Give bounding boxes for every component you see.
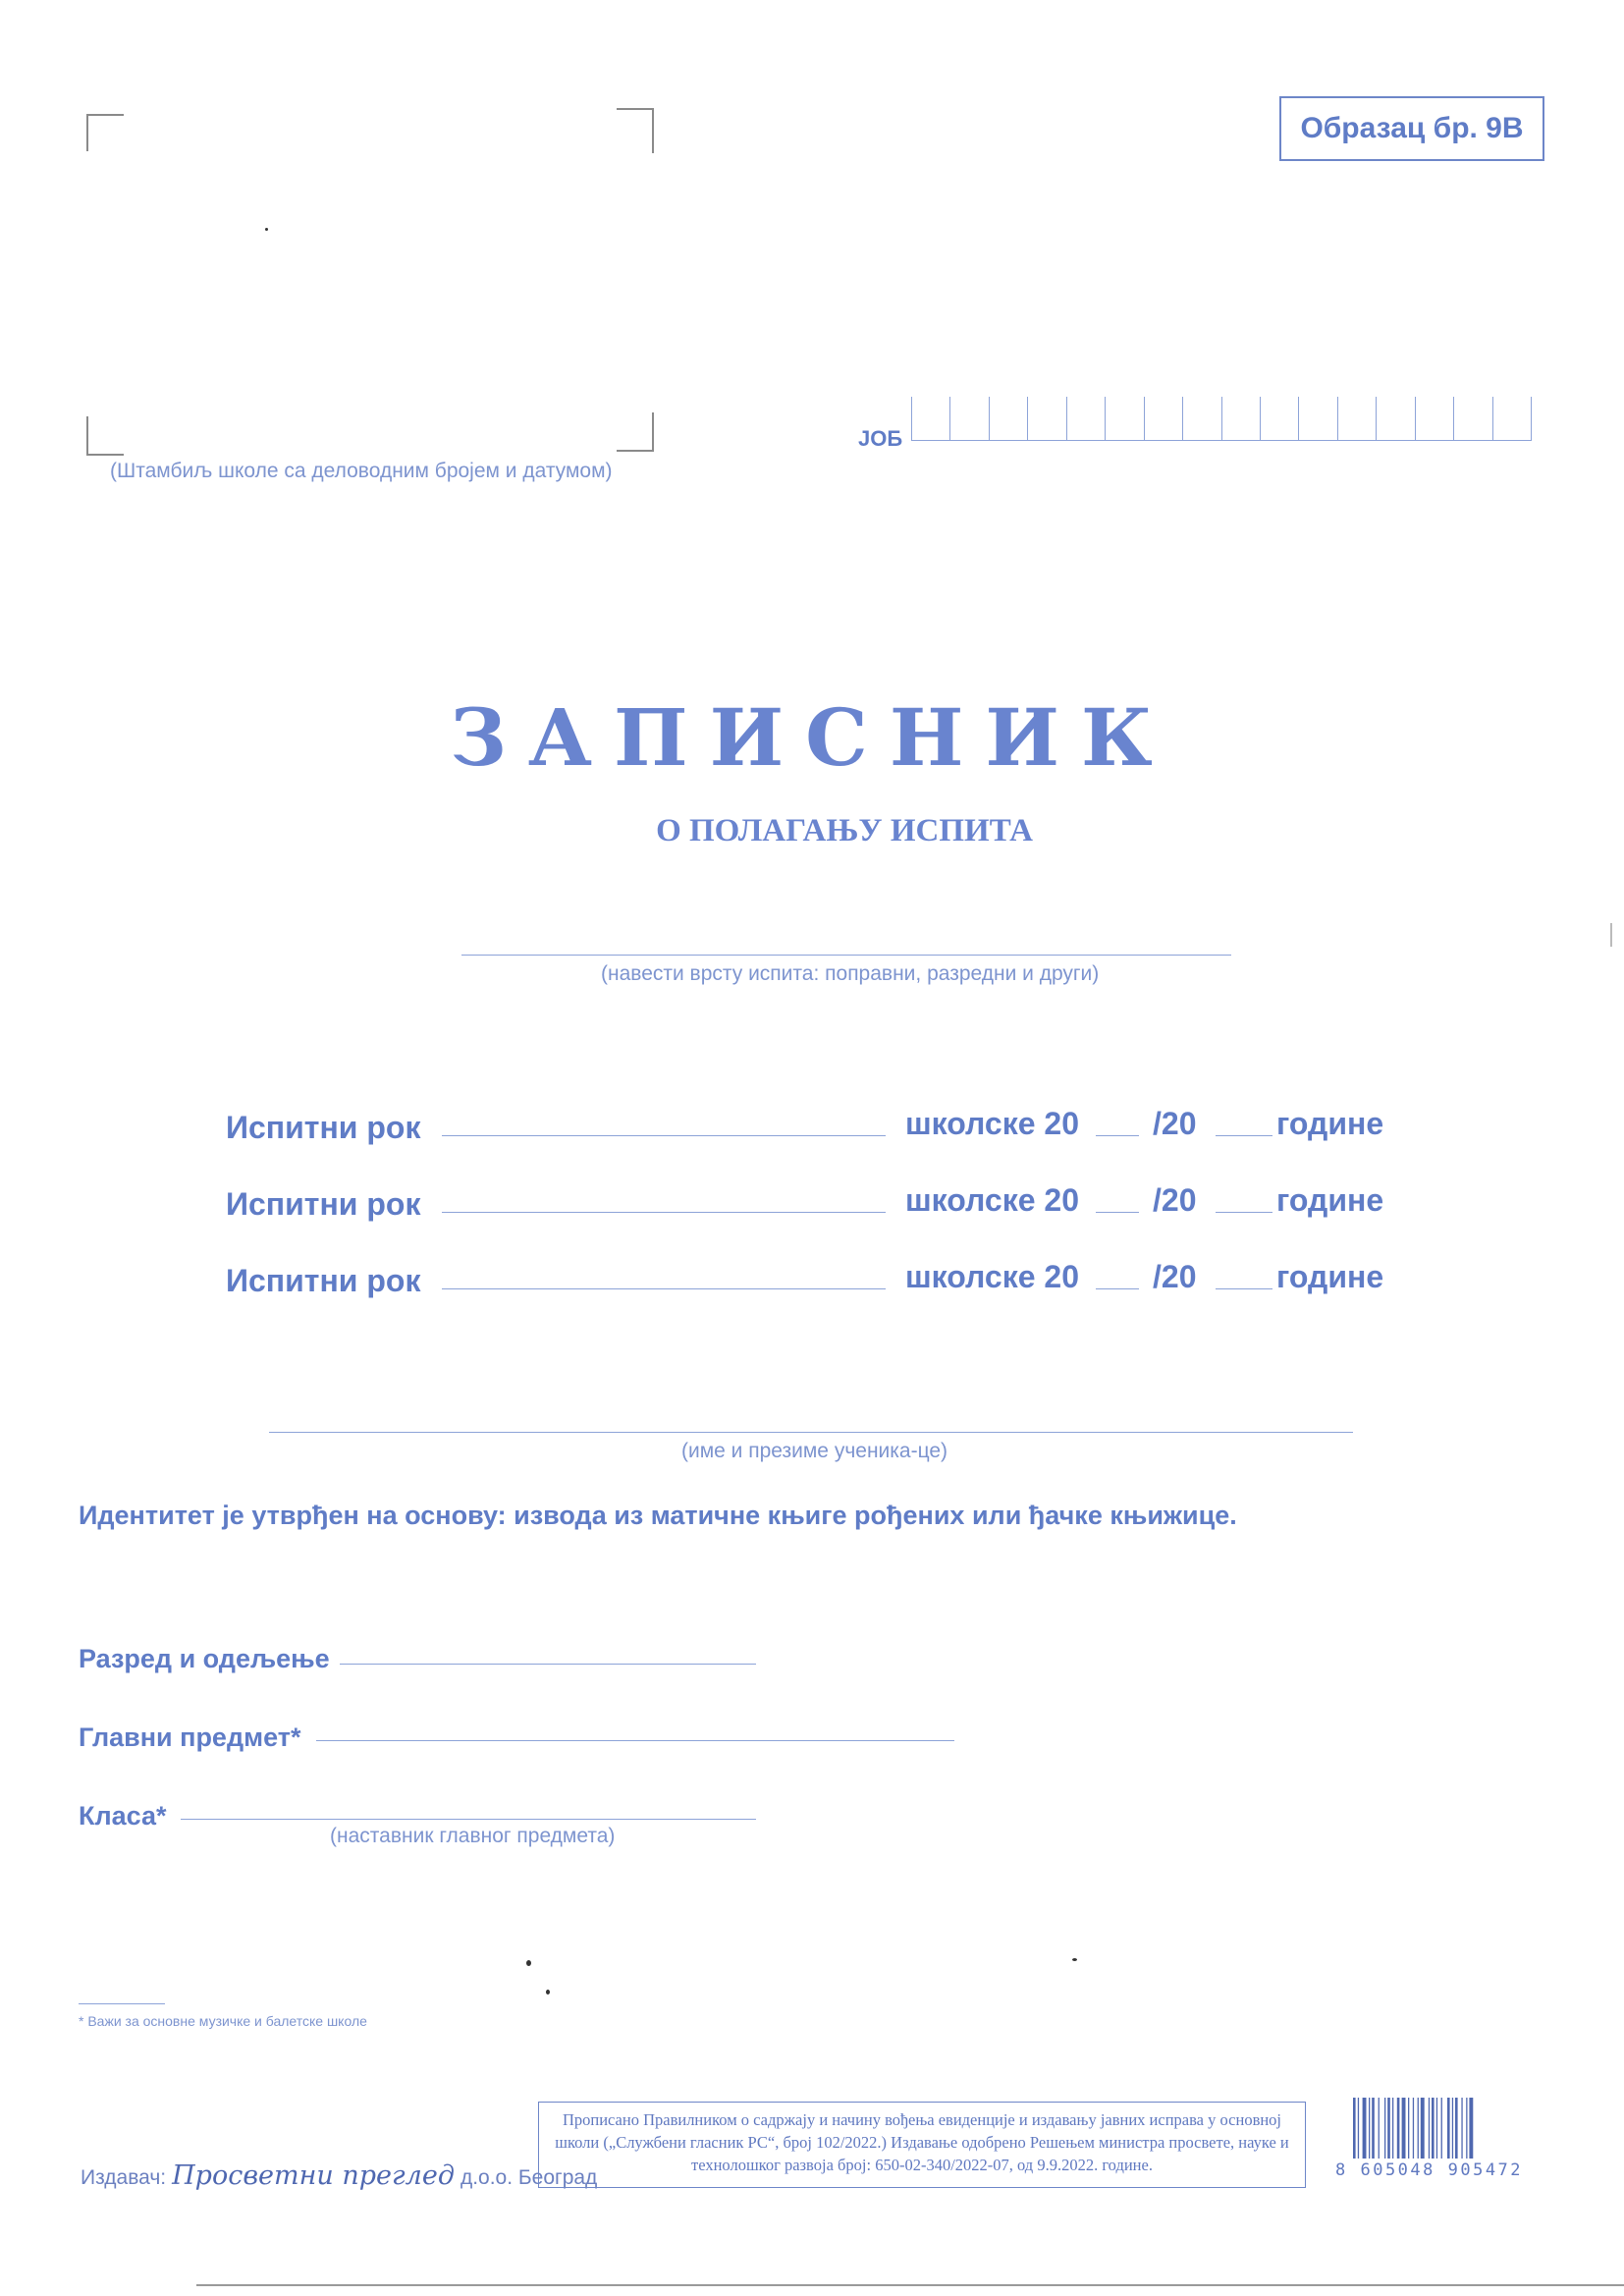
barcode-icon: [1351, 2098, 1534, 2159]
year-start-line[interactable]: [1096, 1212, 1139, 1213]
main-subject-line[interactable]: [316, 1740, 954, 1741]
year-slash-label: /20: [1153, 1182, 1197, 1218]
year-end-line[interactable]: [1216, 1288, 1272, 1289]
footnote: * Важи за основне музичке и балетске школе: [79, 2013, 367, 2029]
job-digit-cell[interactable]: [911, 397, 949, 440]
job-digit-cell[interactable]: [1415, 397, 1453, 440]
publisher-prefix: Издавач:: [81, 2166, 167, 2189]
exam-period-line[interactable]: [442, 1212, 886, 1213]
legal-line: технолошког развоја број: 650-02-340/2022-07, од 9.9.2022. године.: [691, 2156, 1153, 2174]
grade-line[interactable]: [340, 1664, 756, 1665]
legal-line: школи („Службени гласник РС“, број 102/2022.) Издавање одобрено Решењем министра просвете, науке и: [555, 2133, 1289, 2152]
year-slash-label: /20: [1153, 1106, 1197, 1141]
job-digit-cell[interactable]: [1182, 397, 1220, 440]
barcode-number: 8 605048 905472: [1335, 2160, 1524, 2180]
class-hint: (наставник главног предмета): [330, 1825, 616, 1847]
job-digit-cell[interactable]: [949, 397, 988, 440]
exam-period-line[interactable]: [442, 1288, 886, 1289]
year-start-line[interactable]: [1096, 1288, 1139, 1289]
scan-speck: [546, 1990, 550, 1995]
year-start-line[interactable]: [1096, 1135, 1139, 1136]
school-year-label: школске 20: [905, 1182, 1080, 1218]
scan-edge-mark: [1610, 923, 1612, 947]
publisher-logo: Просветни преглед: [172, 2160, 455, 2191]
job-digit-cell[interactable]: [1260, 397, 1298, 440]
year-suffix-label: године: [1276, 1182, 1384, 1218]
document-subtitle: О ПОЛАГАЊУ ИСПИТА: [656, 813, 1033, 848]
footnote-rule: [79, 2003, 165, 2004]
stamp-note: (Штамбиљ школе са деловодним бројем и датумом): [110, 460, 613, 482]
school-year-label: школске 20: [905, 1106, 1080, 1141]
year-slash-label: /20: [1153, 1259, 1197, 1294]
scan-speck: [526, 1960, 531, 1966]
form-number-box: Образац бр. 9В: [1279, 96, 1544, 161]
scan-speck: [1072, 1958, 1077, 1961]
year-suffix-label: године: [1276, 1106, 1384, 1141]
student-name-line[interactable]: [269, 1432, 1353, 1433]
job-digit-cell[interactable]: [1221, 397, 1260, 440]
job-label: ЈОБ: [858, 426, 903, 451]
scan-speck: [265, 228, 268, 231]
exam-type-line[interactable]: [461, 955, 1231, 956]
stamp-corner-top-right: [617, 108, 654, 153]
job-digit-cell[interactable]: [1298, 397, 1336, 440]
main-subject-label: Главни предмет*: [79, 1722, 301, 1752]
class-line[interactable]: [181, 1819, 756, 1820]
identity-statement: Идентитет је утврђен на основу: извода из матичне књиге рођених или ђачке књижице.: [79, 1501, 1237, 1530]
exam-period-label: Испитни рок: [226, 1263, 421, 1298]
grade-label: Разред и одељење: [79, 1644, 330, 1673]
stamp-corner-top-left: [86, 114, 124, 151]
job-digit-cell[interactable]: [1105, 397, 1143, 440]
year-suffix-label: године: [1276, 1259, 1384, 1294]
publisher: [81, 2160, 597, 2191]
job-digit-cell[interactable]: [989, 397, 1027, 440]
job-digit-cell[interactable]: [1492, 397, 1532, 440]
job-digit-cell[interactable]: [1144, 397, 1182, 440]
job-digit-cell[interactable]: [1337, 397, 1376, 440]
document-title: ЗАПИСНИК: [450, 691, 1174, 784]
school-year-label: школске 20: [905, 1259, 1080, 1294]
job-digit-cell[interactable]: [1027, 397, 1065, 440]
year-end-line[interactable]: [1216, 1135, 1272, 1136]
legal-line: Прописано Правилником о садржају и начину вођења евиденције и издавању јавних исправа у основној: [562, 2110, 1282, 2129]
student-name-hint: (име и презиме ученика-це): [681, 1440, 948, 1462]
job-digit-cell[interactable]: [1066, 397, 1105, 440]
job-digit-cell[interactable]: [1376, 397, 1414, 440]
stamp-corner-bottom-right: [617, 412, 654, 452]
job-digit-cell[interactable]: [1453, 397, 1491, 440]
stamp-corner-bottom-left: [86, 416, 124, 456]
class-label: Класа*: [79, 1801, 167, 1831]
exam-period-label: Испитни рок: [226, 1110, 421, 1145]
publisher-suffix: д.о.о. Београд: [460, 2166, 598, 2189]
year-end-line[interactable]: [1216, 1212, 1272, 1213]
exam-period-line[interactable]: [442, 1135, 886, 1136]
legal-notice-box: [538, 2102, 1306, 2188]
exam-period-label: Испитни рок: [226, 1186, 421, 1222]
page-bottom-edge: [196, 2284, 1624, 2286]
exam-type-hint: (навести врсту испита: поправни, разредни и други): [601, 962, 1100, 985]
job-number-field[interactable]: [911, 397, 1532, 441]
